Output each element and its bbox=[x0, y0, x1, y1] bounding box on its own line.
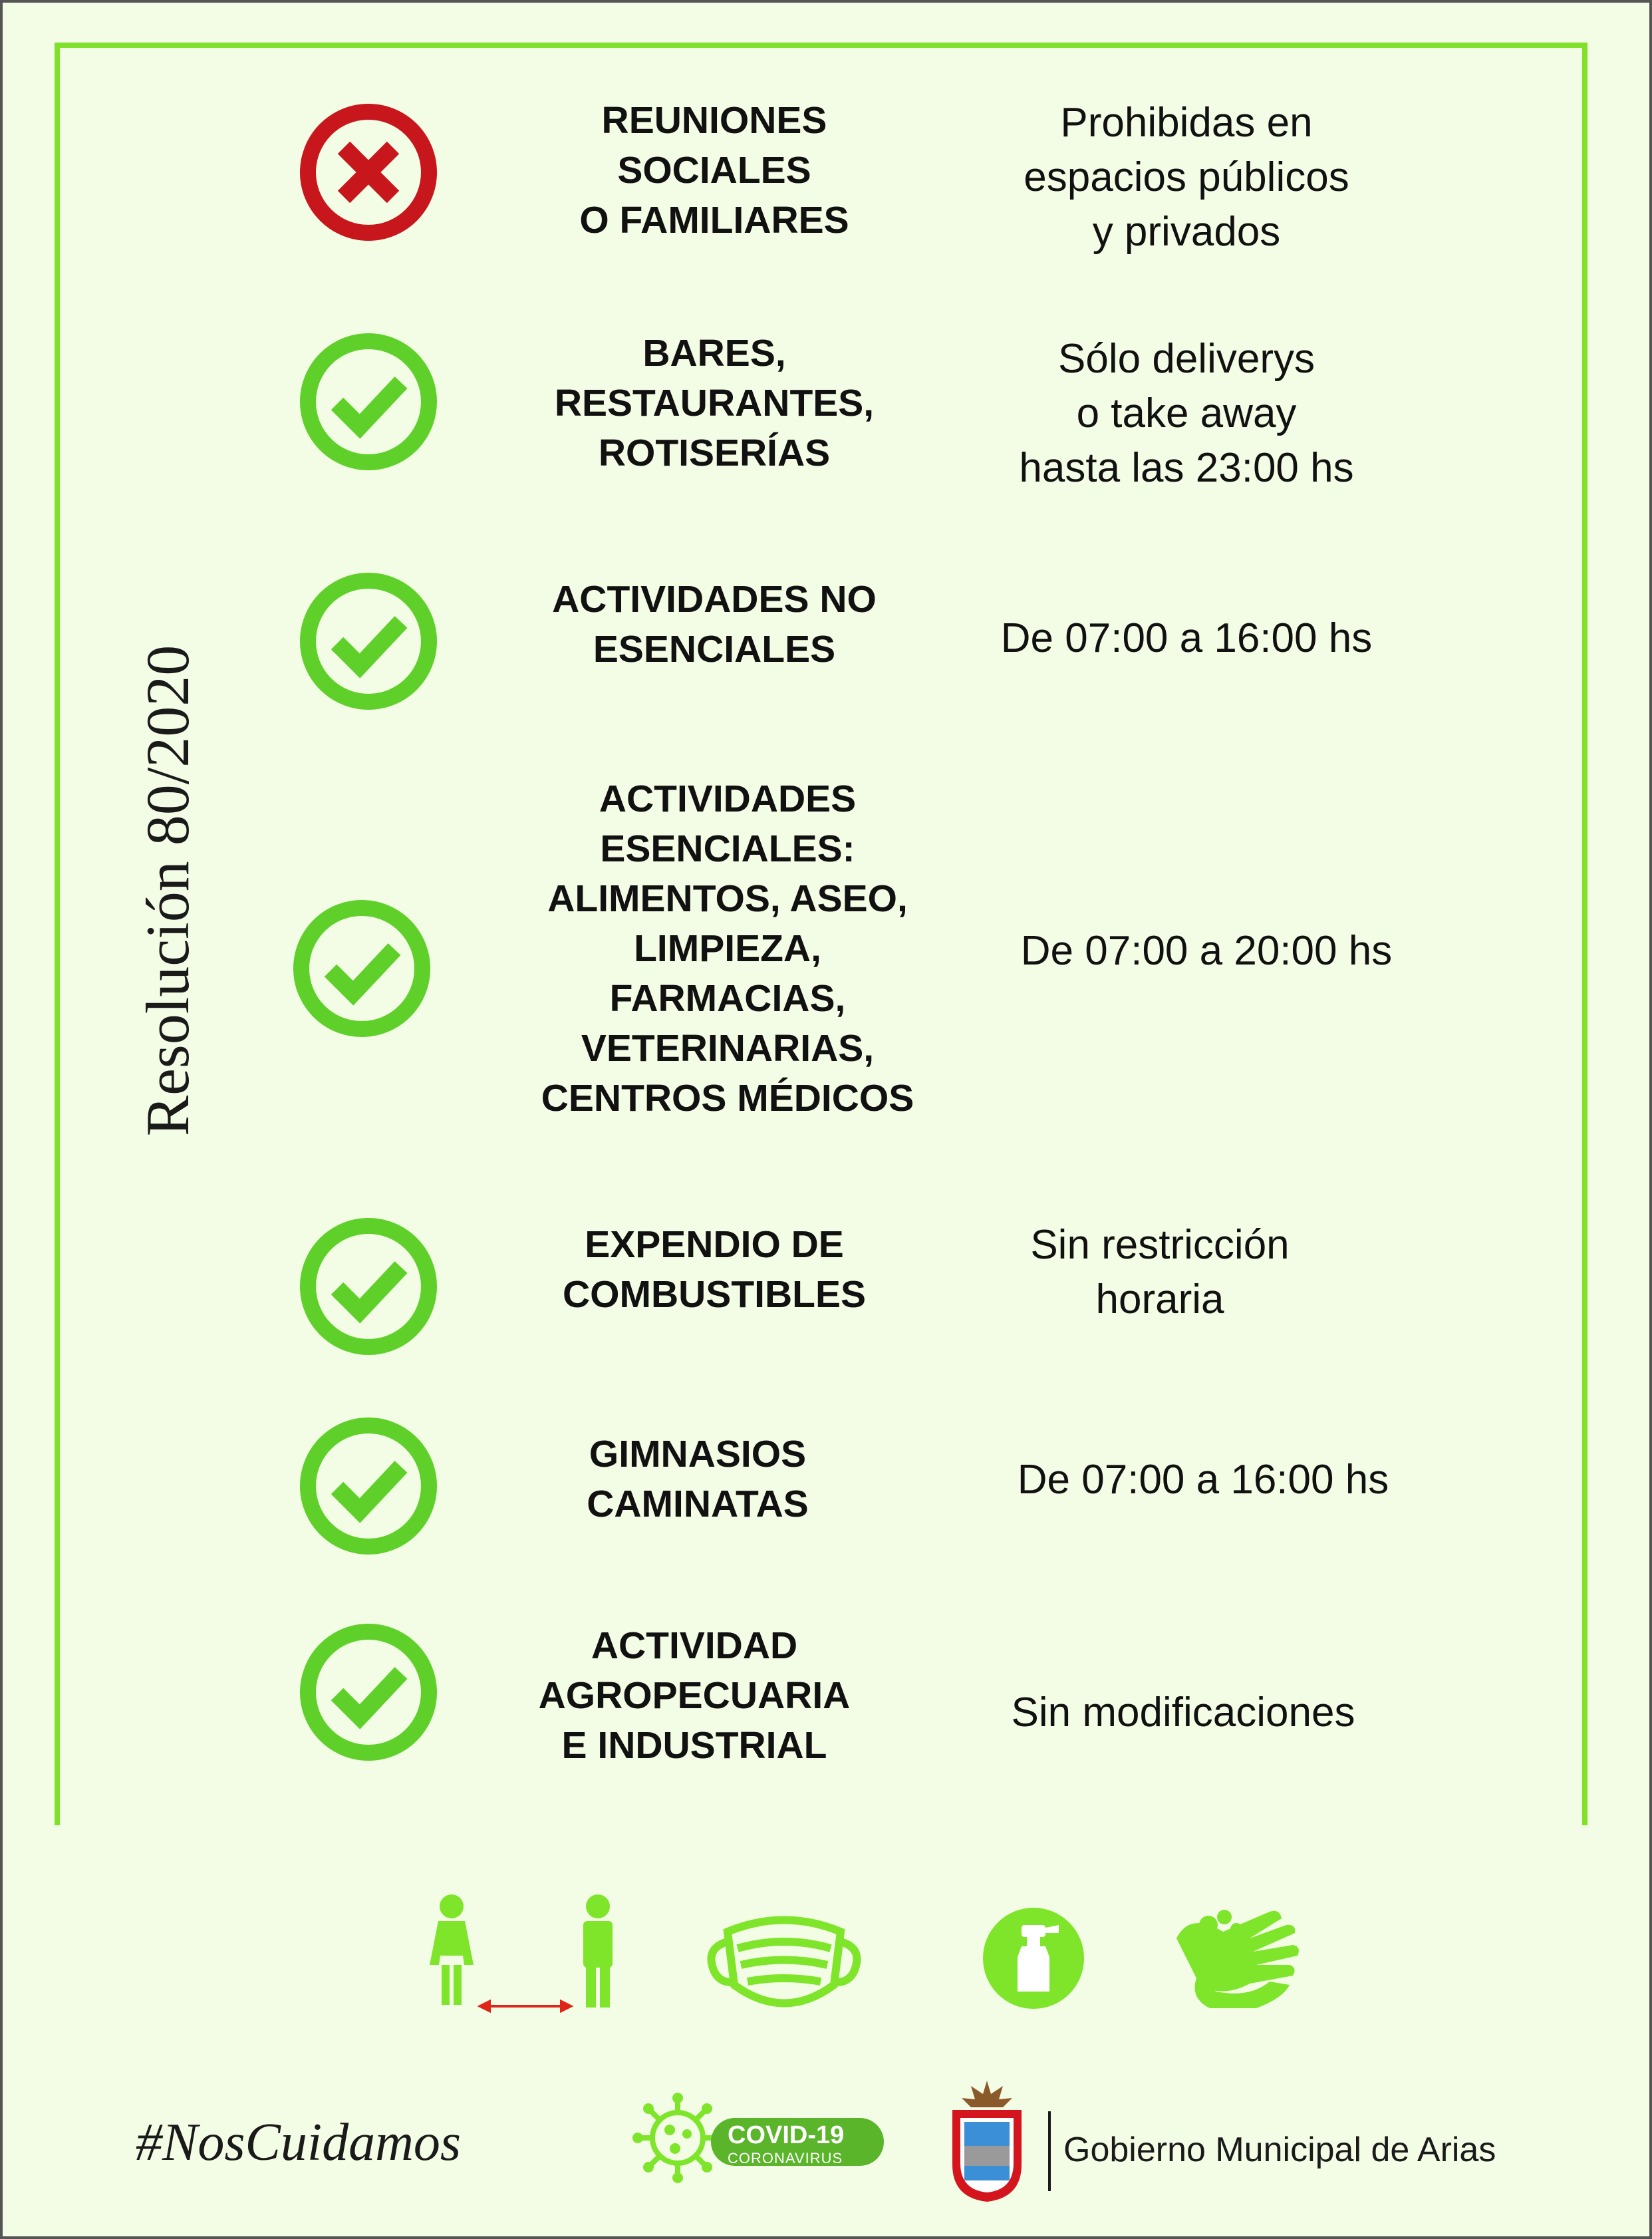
sanitizer-spray-icon bbox=[980, 1905, 1087, 2012]
category-label: BARES, RESTAURANTES, ROTISERÍAS bbox=[554, 332, 875, 474]
category-label: GIMNASIOS CAMINATAS bbox=[587, 1433, 809, 1525]
detail-label: Sólo deliverys o take away hasta las 23:00 hs bbox=[1019, 336, 1354, 491]
municipal-shield-icon bbox=[947, 2078, 1027, 2204]
face-mask-icon bbox=[701, 1912, 867, 2018]
category-label: REUNIONES SOCIALES O FAMILIARES bbox=[579, 99, 849, 241]
covid-subtitle: CORONAVIRUS bbox=[728, 2150, 843, 2166]
detail-label: De 07:00 a 16:00 hs bbox=[1017, 1457, 1389, 1503]
category-label: ACTIVIDADES NO ESENCIALES bbox=[552, 578, 877, 671]
hashtag-label: #NosCuidamos bbox=[136, 2113, 461, 2172]
detail-label: Sin restricción horaria bbox=[1030, 1222, 1290, 1322]
category-label: ACTIVIDAD AGROPECUARIA E INDUSTRIAL bbox=[538, 1624, 851, 1767]
check-circle-icon bbox=[292, 899, 432, 1038]
category-label: ACTIVIDADES ESENCIALES: ALIMENTOS, ASEO, LIMPIEZA, FARMACIAS, VETERINARIAS, CENTROS MÉDICOS bbox=[541, 778, 914, 1120]
social-distancing-icon bbox=[415, 1892, 628, 2025]
check-circle-icon bbox=[299, 332, 438, 472]
detail-label: De 07:00 a 20:00 hs bbox=[1020, 928, 1393, 974]
check-circle-icon bbox=[299, 1622, 438, 1762]
covid-title: COVID-19 bbox=[728, 2121, 845, 2149]
check-circle-icon bbox=[299, 1217, 438, 1356]
detail-label: De 07:00 a 16:00 hs bbox=[1000, 615, 1373, 661]
detail-label: Sin modificaciones bbox=[1011, 1690, 1355, 1735]
virus-icon bbox=[631, 2091, 724, 2184]
detail-label: Prohibidas en espacios públicos y privados bbox=[1024, 100, 1349, 255]
check-circle-icon bbox=[299, 1416, 438, 1556]
check-circle-icon bbox=[299, 571, 438, 711]
footer-divider bbox=[1048, 2111, 1051, 2191]
government-label: Gobierno Municipal de Arias bbox=[1063, 2131, 1496, 2169]
category-label: EXPENDIO DE COMBUSTIBLES bbox=[563, 1223, 866, 1316]
x-circle-icon bbox=[299, 102, 438, 242]
resolution-title: Resolución 80/2020 bbox=[134, 645, 202, 1137]
hand-washing-icon bbox=[1170, 1898, 1303, 2012]
